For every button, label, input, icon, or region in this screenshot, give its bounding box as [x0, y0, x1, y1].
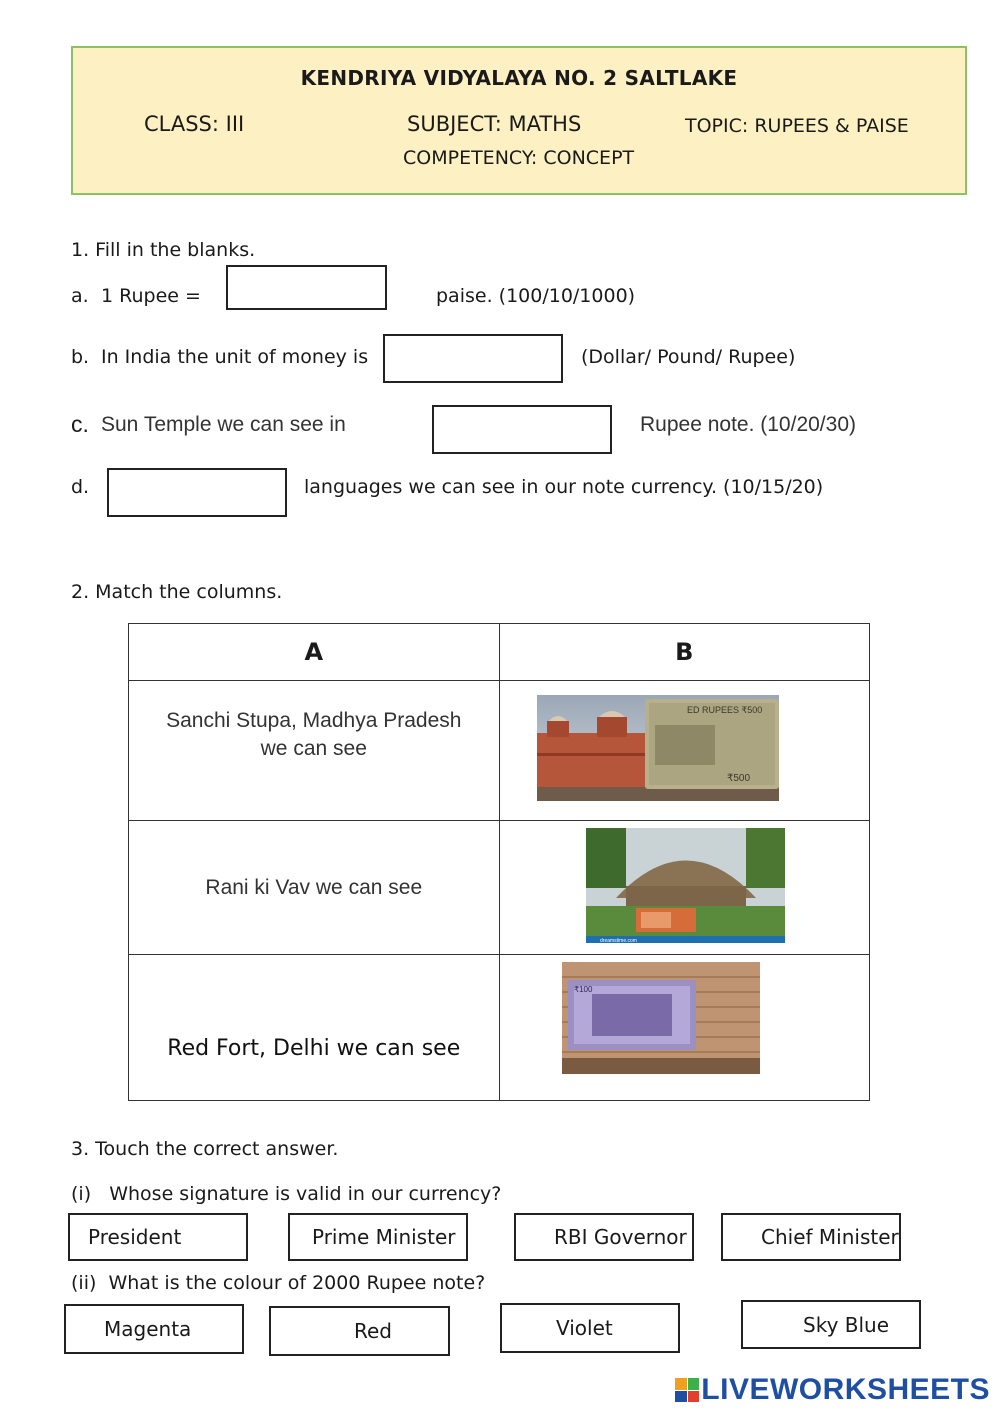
option-label: RBI Governor — [554, 1225, 687, 1249]
q1b-text: In India the unit of money is — [101, 346, 369, 368]
option-red[interactable] — [269, 1306, 450, 1356]
section1-title: 1. Fill in the blanks. — [71, 239, 256, 261]
option-label: Red — [354, 1319, 392, 1343]
q1c-options: Rupee note. (10/20/30) — [640, 413, 856, 436]
liveworksheets-mark-icon — [675, 1378, 699, 1402]
q1d-options: languages we can see in our note currency. (10/15/20) — [304, 476, 824, 498]
option-label: Prime Minister — [312, 1225, 456, 1249]
question-ii: (ii) What is the colour of 2000 Rupee note? — [71, 1272, 486, 1294]
option-violet[interactable] — [500, 1303, 680, 1353]
blank-d-input[interactable] — [107, 468, 287, 517]
match-row — [129, 955, 870, 1101]
q1d-prefix: d. — [71, 476, 90, 498]
class-label: CLASS: III — [144, 112, 245, 136]
match-row — [129, 681, 870, 821]
svg-text:₹500: ₹500 — [726, 773, 750, 784]
match-header-row — [129, 624, 870, 681]
option-label: Violet — [556, 1316, 613, 1340]
blank-a-input[interactable] — [226, 265, 387, 310]
q1c-prefix: c. — [71, 411, 89, 437]
option-label: Magenta — [104, 1317, 192, 1341]
match-row — [129, 821, 870, 955]
option-chief-minister[interactable] — [721, 1213, 901, 1261]
match-b-cell[interactable] — [499, 955, 869, 1101]
match-a-text-line2: we can see — [260, 736, 367, 760]
red-fort-note-image[interactable] — [537, 695, 779, 801]
rani-ki-vav-note-image[interactable] — [562, 962, 760, 1074]
column-a-header: A — [129, 624, 500, 681]
sanchi-stupa-note-image[interactable] — [586, 828, 785, 943]
option-rbi-governor[interactable] — [514, 1213, 694, 1261]
section3-title: 3. Touch the correct answer. — [71, 1138, 339, 1160]
option-sky-blue[interactable] — [741, 1300, 921, 1349]
brand-name: LIVEWORKSHEETS — [701, 1373, 990, 1406]
option-label: President — [88, 1225, 182, 1249]
subject-label: SUBJECT: MATHS — [407, 112, 582, 136]
option-president[interactable] — [68, 1213, 248, 1261]
match-b-cell[interactable] — [499, 681, 869, 821]
option-magenta[interactable] — [64, 1304, 244, 1354]
match-table — [128, 623, 870, 1101]
section2-title: 2. Match the columns. — [71, 581, 283, 603]
liveworksheets-logo — [675, 1373, 990, 1407]
q1a-options: paise. (100/10/1000) — [436, 285, 636, 307]
blank-b-input[interactable] — [383, 334, 563, 383]
svg-text:₹100: ₹100 — [573, 985, 592, 994]
match-a-cell[interactable] — [129, 955, 500, 1101]
svg-text:dreamstime.com: dreamstime.com — [599, 938, 637, 943]
column-b-header: B — [499, 624, 869, 681]
question-i: (i) Whose signature is valid in our currency? — [71, 1183, 502, 1205]
match-b-cell[interactable] — [499, 821, 869, 955]
blank-c-input[interactable] — [432, 405, 612, 454]
school-name: KENDRIYA VIDYALAYA NO. 2 SALTLAKE — [300, 66, 738, 90]
q1a-prefix: a. — [71, 285, 89, 307]
q1c-text: Sun Temple we can see in — [101, 413, 346, 436]
match-a-text: Rani ki Vav we can see — [205, 875, 423, 899]
q1b-prefix: b. — [71, 346, 90, 368]
svg-text:ED RUPEES ₹500: ED RUPEES ₹500 — [686, 705, 762, 715]
match-a-text: Red Fort, Delhi we can see — [167, 1036, 461, 1062]
match-a-cell[interactable] — [129, 821, 500, 955]
option-prime-minister[interactable] — [288, 1213, 468, 1261]
option-label: Sky Blue — [803, 1312, 890, 1337]
header-box — [71, 46, 967, 195]
competency-label: COMPETENCY: CONCEPT — [403, 147, 635, 169]
q1b-options: (Dollar/ Pound/ Rupee) — [581, 346, 796, 368]
option-label: Chief Minister — [761, 1225, 899, 1249]
topic-label: TOPIC: RUPEES & PAISE — [685, 115, 909, 137]
q1a-text: 1 Rupee = — [101, 285, 201, 307]
match-a-cell[interactable] — [129, 681, 500, 821]
match-a-text: Sanchi Stupa, Madhya Pradesh — [166, 709, 462, 733]
